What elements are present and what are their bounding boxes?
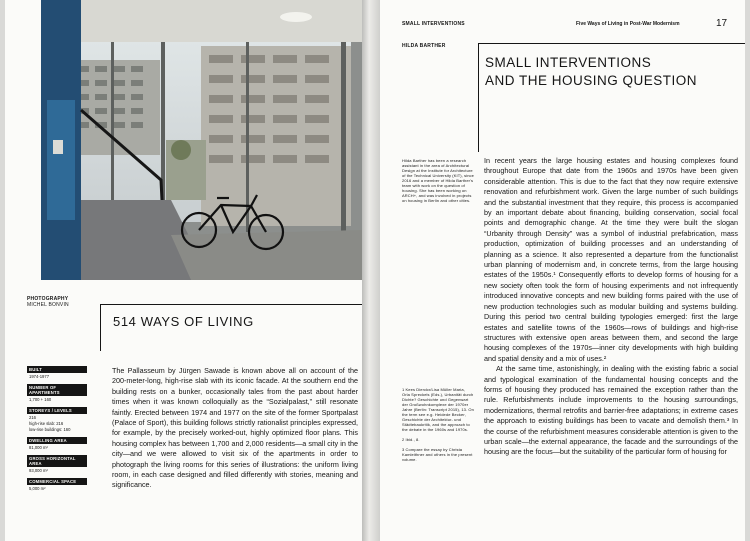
title-box — [478, 43, 745, 152]
footnote-1: 1 Kees Dierckx/Lisa Müller Maria, Orla Spreckels (Eds.), Urbanität durch Dichte? Geschichte und Gegenwart der Großwohnkomplexe der 1970er Jahre (Berlin: Transcript 2015), 13. On the term see e.g. Heidede Becker, Geschichte der Architektur- und Städtebaukritik, and the approach to the debate in the 1960s and 1970s. — [402, 387, 474, 432]
article-body: In recent years the large housing estates and housing complexes found throughout Europe that date from the 1960s and 1970s have been given considerable attention. This is due to the fact that they now require extensive renovation and refurbishment work. Given the large number of such buildings and the substantial investment that they require, this process is accompanied by an important debate about financing, building conservation, social focal points and demographic change. At the time they were built the slogan “Urbanity through Density” was a symbol of industrial prefabrication, mass production, optimization of building processes and an understanding of planning as a science. It also represented a departure from the functionalist urban planning of modernism and, in concrete terms, from the large housing estates of the 1950s.¹ Consequently efforts to develop forms of housing for a new society often took the form of housing experiments and not infrequently introduced innovative concepts and new building forms paired with the use of new production technologies such as modular building and systems building. During this period two central building typologies emerged: first the large estates and satellite towns of the 1960s—rows of buildings and high-rise structures with extensive open areas between them, and second the large housing complexes of the 1970s—inner city developments with high building and spatial density and a mix of uses.² At the same time, astonishingly, in dealing with the existing fabric a social and typological examination of the fundamental housing concepts and the forms of housing they produced has remained the exception rather than the rule. Refurbishments include improvements to the housing surroundings, modernizations, thermal retrofits and barrier-free adaptations; in extreme cases the approach to existing buildings has been to vacate and demolish them.³ In the course of the refurbishment measures considerable attention is given to the urban scale—the external appearance, the facade and the surroundings of the housing are the focus—but the suitability of the particular form of housing for — [484, 156, 738, 457]
footnote-3: 3 Compare the essay by Christa Kamleithner and others in the present volume. — [402, 447, 473, 462]
photo-credit-name: MICHEL BONVIN — [27, 302, 69, 308]
footnotes — [402, 387, 474, 467]
heading-box — [100, 304, 362, 351]
running-head-title: Five Ways of Living in Post-War Modernism — [576, 21, 680, 27]
page-number: 17 — [716, 18, 728, 29]
author-name: HILDA BARTHER — [402, 43, 446, 49]
left-page — [5, 0, 362, 541]
fact-dwelling-area: DWELLING AREA 81,000 m² — [27, 437, 87, 451]
stairwell-photo — [41, 0, 362, 280]
book-gutter — [362, 0, 380, 541]
footnote-2: 2 Ibid., 8. — [402, 437, 420, 442]
fact-built: BUILT 1974-1977 — [27, 366, 87, 380]
photo-credit-label: PHOTOGRAPHY — [27, 296, 69, 302]
article-title: SMALL INTERVENTIONS AND THE HOUSING QUESTION — [485, 55, 698, 88]
article-heading: 514 WAYS OF LIVING — [113, 314, 254, 329]
right-page — [380, 0, 745, 541]
author-bio: Hilda Barther has been a research assistant in the area of Architectural Design at the Institute for Architecture of the Technical University (KIT), since 2016 and a member of Hilda Barther's team with work on the question of housing. She has been working on ARCH+, and was involved in projects on housing in Berlin and other cities. — [402, 158, 474, 203]
facts-sidebar — [27, 366, 87, 496]
fact-commercial: COMMERCIAL SPACE 5,000 m² — [27, 478, 87, 492]
fact-apartments: NUMBER OF APARTMENTS 1,700 + 160 — [27, 384, 87, 403]
fact-storeys: STOREYS / LEVELS 216 high-rise slab: 216 low-rise buildings: 160 — [27, 407, 87, 433]
fact-gross-area: GROSS HORIZONTAL AREA 93,000 m² — [27, 455, 87, 474]
article-intro: The Pallasseum by Jürgen Sawade is known above all on account of the 200-meter-long, high-rise slab with its iconic facade. At the southern end the building rests on a bunker, occasionally tales from the past about harder times when it was known colloquially as the “Sozialpalast,” still resonate faintly. Erected between 1974 and 1977 on the site of the former Sportpalast (Palace of Sport), this building follows strictly rationalist principles expressed, for example, by the precisely worked-out, highly optimized floor plans. This housing complex has between 1,700 and 2,000 residents—a small city in the city—and we were allowed to visit six of the apartments in order to photograph the living rooms for this series of illustrations: the uniform living room, in each case designed and filled differently with stories, meaning and significance. — [112, 366, 358, 490]
running-head-section: SMALL INTERVENTIONS — [402, 21, 465, 27]
